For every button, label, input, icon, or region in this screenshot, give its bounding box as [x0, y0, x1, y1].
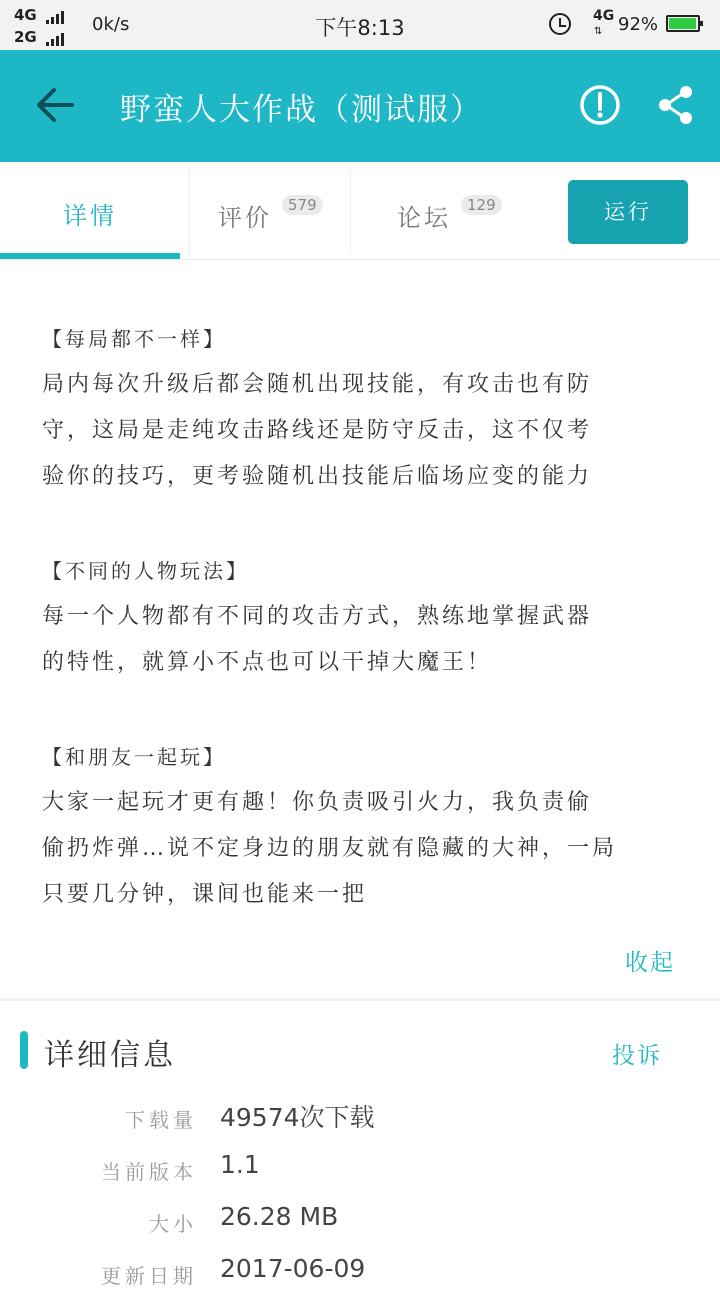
app-bar: [0, 50, 720, 162]
data-arrows-icon: ⇅: [594, 26, 602, 37]
info-value: 2017-06-09: [220, 1254, 366, 1283]
signal-type-label: 4G: [14, 6, 37, 24]
info-label: 更新日期: [101, 1264, 197, 1288]
battery-percent: 92%: [618, 14, 659, 35]
forum-count-badge: 129: [461, 195, 502, 215]
description-line: 守，这局是走纯攻击路线还是防守反击，这不仅考: [42, 418, 593, 443]
description-line: 只要几分钟，课间也能来一把: [42, 882, 368, 907]
tabs-divider: [0, 259, 720, 260]
report-button[interactable]: 投诉: [612, 1043, 662, 1069]
net-speed: 0k/s: [92, 14, 130, 35]
page-title: 野蛮人大作战（测试服）: [120, 92, 483, 128]
description-line: 的特性，就算小不点也可以干掉大魔王！: [42, 650, 493, 675]
info-label: 大小: [149, 1212, 197, 1236]
tab-label: 详情: [63, 202, 117, 230]
network-type: 4G: [593, 8, 615, 24]
tab-label: 评价: [218, 204, 272, 232]
info-row-update-date: [0, 1254, 720, 1294]
run-button[interactable]: 运行: [568, 180, 688, 244]
info-row-downloads: [0, 1098, 720, 1138]
section-title: 【和朋友一起玩】: [42, 745, 226, 769]
alarm-icon: [549, 13, 571, 35]
status-clock: 下午8:13: [315, 16, 405, 40]
back-arrow-icon: [30, 80, 80, 130]
section-divider: [0, 998, 720, 1001]
section-gap: [42, 686, 682, 734]
status-bar: [0, 0, 720, 50]
description-line: 偷扔炸弹…说不定身边的朋友就有隐藏的大神，一局: [42, 836, 618, 861]
info-row-size: [0, 1202, 720, 1242]
tab-label: 论坛: [397, 204, 451, 232]
info-value: 1.1: [220, 1150, 260, 1179]
share-button[interactable]: [654, 83, 698, 127]
tab-review[interactable]: [190, 162, 350, 260]
tab-bar: [0, 162, 720, 260]
info-row-version: [0, 1150, 720, 1190]
description-line: 局内每次升级后都会随机出现技能，有攻击也有防: [42, 372, 593, 397]
collapse-button[interactable]: 收起: [625, 950, 675, 976]
section-title: 【每局都不一样】: [42, 327, 226, 351]
section-accent-bar: [20, 1031, 28, 1069]
info-value: 26.28 MB: [220, 1202, 339, 1231]
signal-type-label: 2G: [14, 28, 37, 46]
description-line: 验你的技巧，更考验随机出技能后临场应变的能力: [42, 464, 593, 489]
back-button[interactable]: [30, 80, 80, 130]
section-gap: [42, 500, 682, 548]
info-label: 当前版本: [101, 1160, 197, 1184]
share-icon: [654, 83, 698, 127]
info-value: 49574次下载: [220, 1103, 375, 1132]
tab-forum[interactable]: [351, 162, 551, 260]
tab-detail[interactable]: [0, 162, 180, 260]
report-info-button[interactable]: [578, 83, 622, 127]
section-title: 【不同的人物玩法】: [42, 559, 249, 583]
info-label: 下载量: [125, 1108, 197, 1132]
battery-icon: [666, 15, 700, 32]
description-line: 大家一起玩才更有趣！你负责吸引火力，我负责偷: [42, 790, 593, 815]
game-description: [42, 316, 682, 918]
description-line: 每一个人物都有不同的攻击方式，熟练地掌握武器: [42, 604, 593, 629]
exclamation-circle-icon: [578, 83, 622, 127]
review-count-badge: 579: [282, 195, 323, 215]
detail-info-title: 详细信息: [44, 1038, 176, 1073]
